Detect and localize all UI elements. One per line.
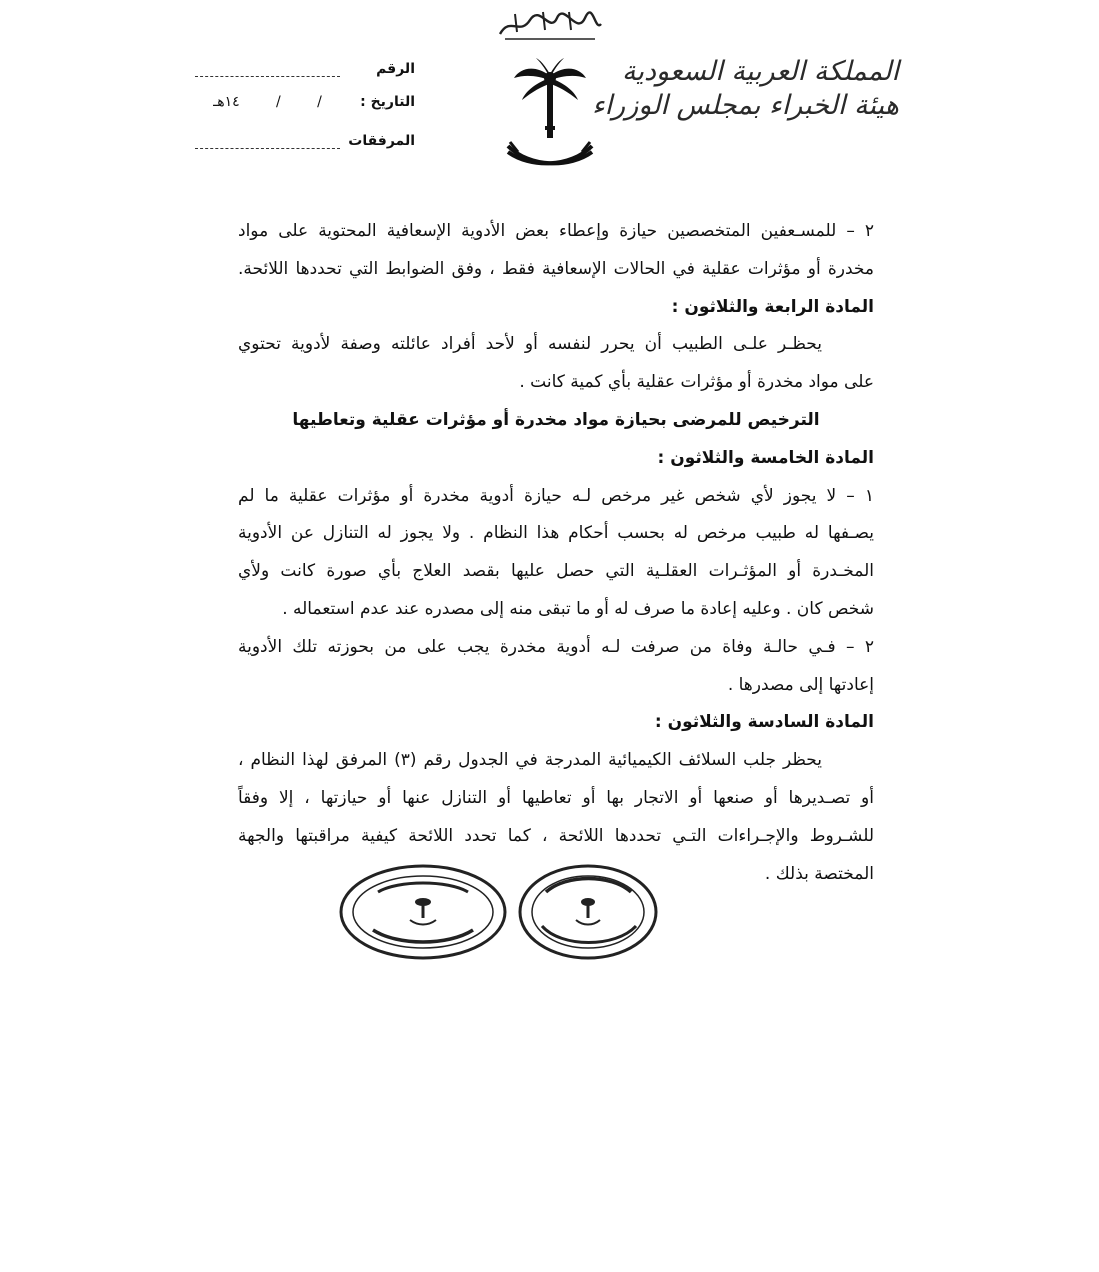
bureau-seal-stamp <box>338 862 508 966</box>
date-separator: / <box>317 94 322 110</box>
date-placeholder <box>195 94 340 110</box>
attachments-label: المرفقات <box>348 133 415 149</box>
body-line: للشـروط والإجـراءات التـي تحددها اللائحة ، كما تحدد اللائحة كيفية مراقبتها والجهة <box>238 825 874 846</box>
article-heading: المادة السادسة والثلاثون : <box>654 712 874 733</box>
article-heading: المادة الخامسة والثلاثون : <box>657 447 874 468</box>
date-field <box>195 94 415 116</box>
document-body <box>238 213 874 893</box>
article-heading: المادة الرابعة والثلاثون : <box>671 296 874 317</box>
body-line: ١ – لا يجوز لأي شخص غير مرخص لـه حيازة أدوية مخدرة أو مؤثرات عقلية ما لم <box>238 485 874 506</box>
section-title: الترخيص للمرضى بحيازة مواد مخدرة أو مؤثرات عقلية وتعاطيها <box>292 409 820 430</box>
org-line-bureau: هيئة الخبراء بمجلس الوزراء <box>591 90 899 121</box>
body-line: ٢ – للمسـعفين المتخصصين حيازة وإعطاء بعض الأدوية الإسعافية المحتوية على مواد <box>238 221 874 241</box>
basmala-calligraphy <box>495 6 605 46</box>
body-line: يحظـر علـى الطبيب أن يحرر لنفسه أو لأحد أفراد عائلته وصفة لأدوية تحتوي <box>238 334 822 355</box>
body-line: مخدرة أو مؤثرات عقلية في الحالات الإسعافية فقط ، وفق الضوابط التي تحددها اللائحة. <box>238 258 874 279</box>
reference-number-field <box>195 61 415 83</box>
org-line-kingdom: المملكة العربية السعودية <box>621 56 899 87</box>
date-separator: / <box>276 94 281 110</box>
body-line: يصـفها له طبيب مرخص له بحسب أحكام هذا النظام . ولا يجوز له التنازل عن الأدوية <box>238 523 874 544</box>
body-line: على مواد مخدرة أو مؤثرات عقلية بأي كمية كانت . <box>519 372 874 393</box>
reference-label: الرقم <box>376 61 415 77</box>
secretariat-seal-stamp <box>516 862 661 966</box>
body-line: شخص كان . وعليه إعادة ما صرف له أو ما تبقى منه إلى مصدره عند عدم استعماله . <box>282 598 874 619</box>
attachments-field <box>195 133 415 155</box>
body-line: أو تصـديرها أو صنعها أو الاتجار بها أو تعاطيها أو التنازل عنها أو حيازتها ، إلا وفقاً <box>238 787 874 808</box>
body-line: إعادتها إلى مصدرها . <box>727 674 874 695</box>
organization-name <box>591 55 899 123</box>
reference-line <box>195 76 340 77</box>
date-label: التاريخ : <box>360 94 415 110</box>
attachments-line <box>195 148 340 149</box>
date-year-suffix: ١٤هـ <box>213 94 240 110</box>
body-line: يحظر جلب السلائف الكيميائية المدرجة في الجدول رقم (٣) المرفق لهذا النظام ، <box>238 750 822 771</box>
saudi-emblem-icon <box>500 56 600 176</box>
body-line: المختصة بذلك . <box>764 863 874 884</box>
body-line: ٢ – فـي حالـة وفاة من صرفت لـه أدوية مخدرة يجب على من بحوزته تلك الأدوية <box>238 636 874 657</box>
body-line: المخـدرة أو المؤثـرات العقلـية التي حصل عليها بقصد العلاج بأي صورة كانت ولأي <box>238 561 874 582</box>
